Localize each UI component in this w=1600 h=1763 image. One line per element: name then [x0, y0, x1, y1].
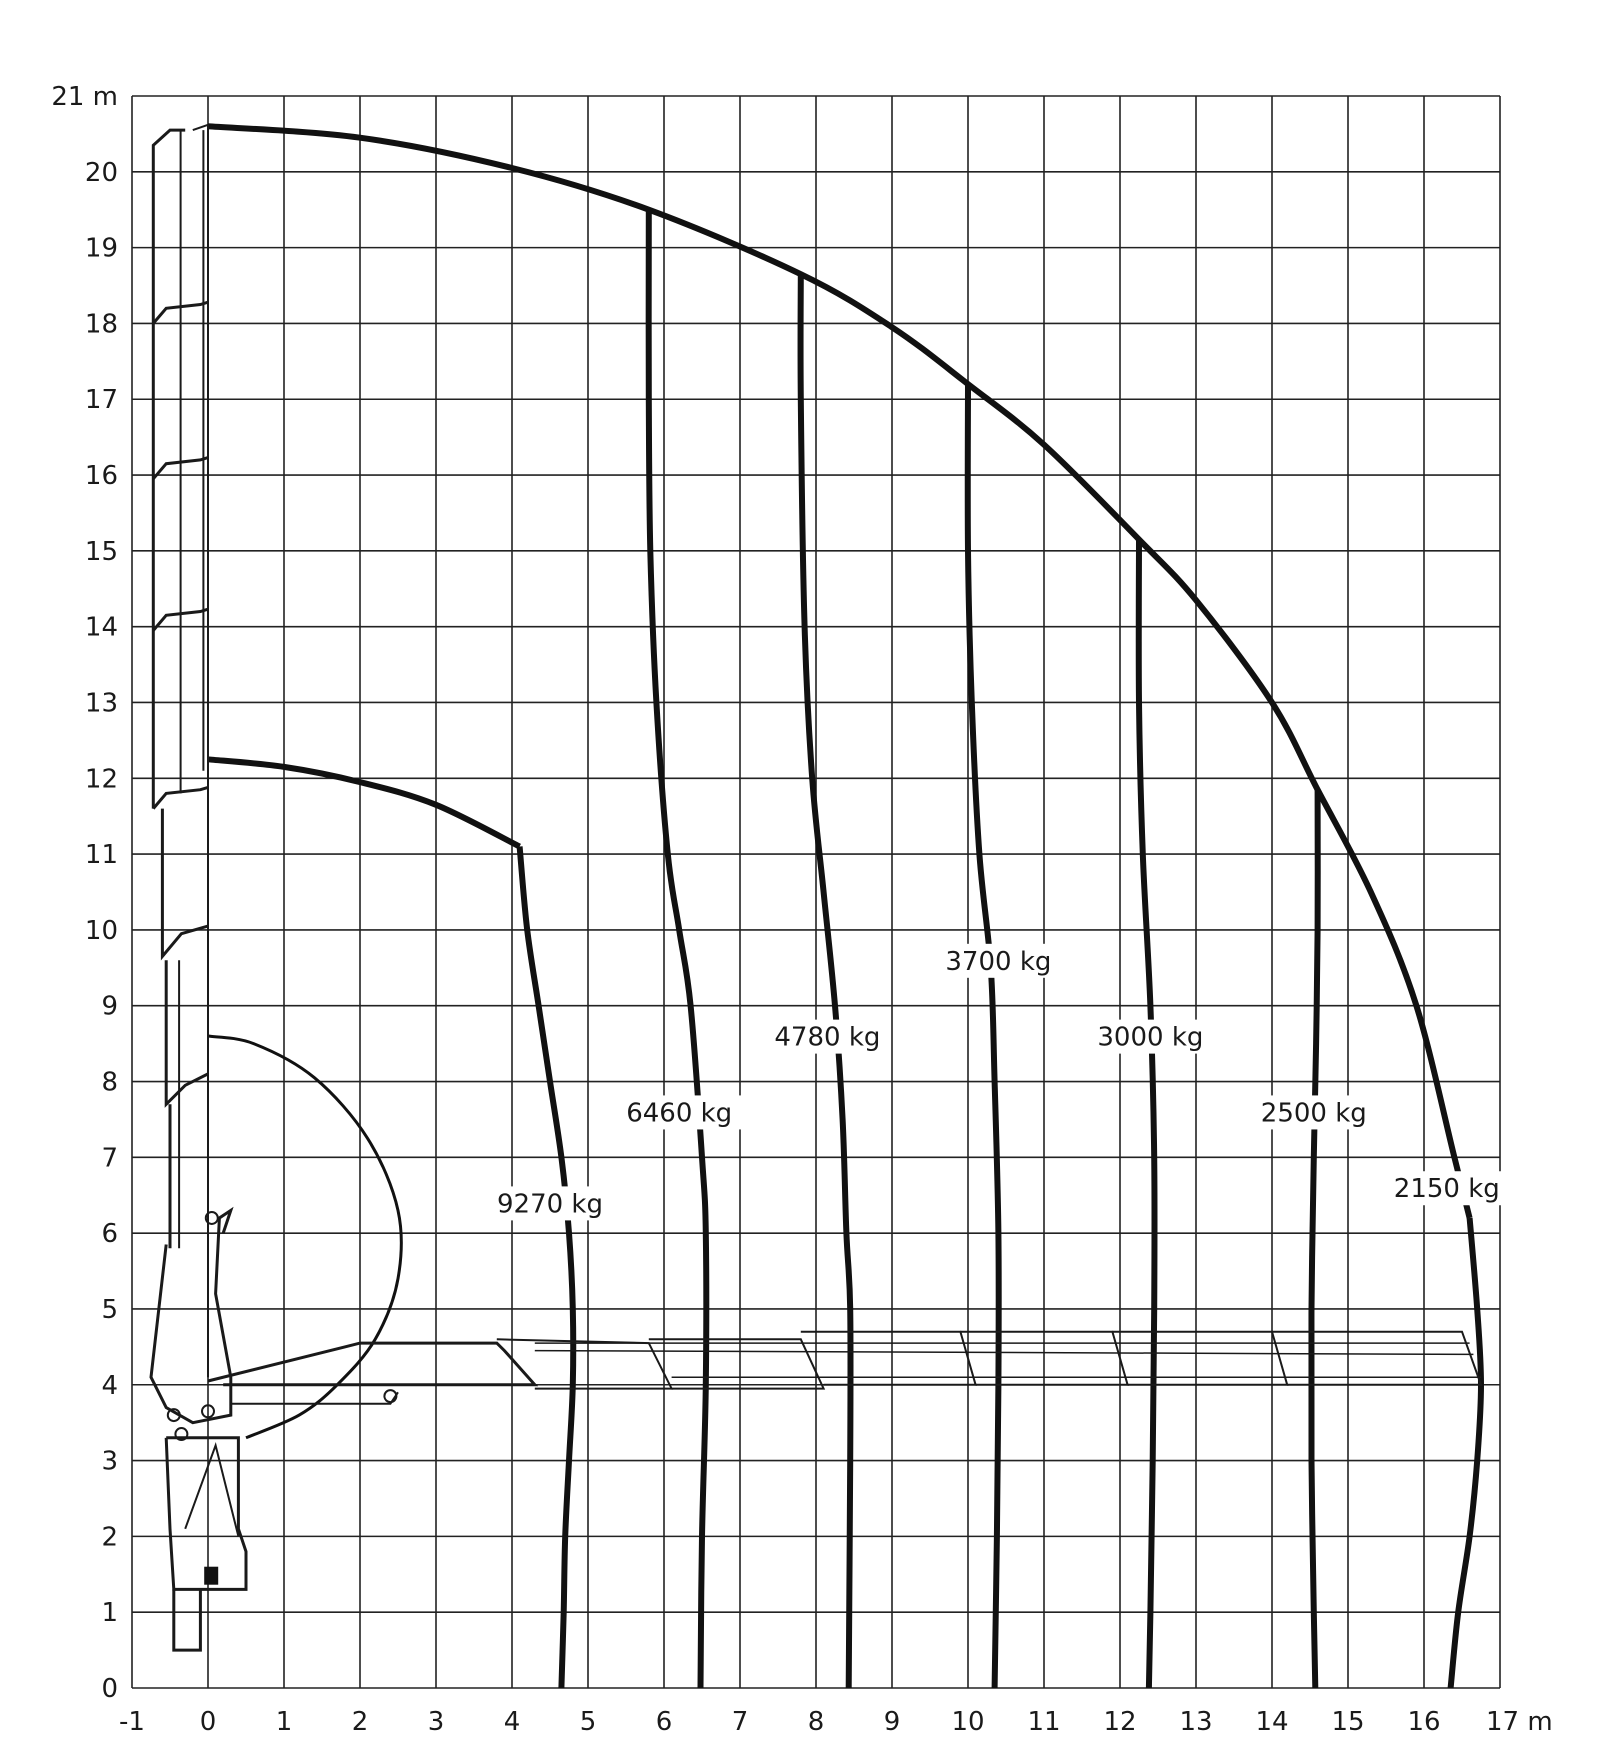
x-tick-label: 14 [1255, 1707, 1289, 1737]
y-tick-label: 0 [101, 1674, 118, 1704]
x-tick-label: 6 [655, 1707, 673, 1737]
x-tick-label: 10 [951, 1707, 985, 1737]
y-tick-label: 16 [84, 461, 118, 492]
y-tick-label: 7 [101, 1143, 118, 1174]
y-tick-label: 12 [84, 764, 118, 795]
x-tick-label: 5 [579, 1707, 597, 1737]
y-tick-label: 11 [84, 840, 118, 871]
x-tick-label: 8 [807, 1707, 825, 1737]
slew-arc [208, 1036, 401, 1438]
load-curve [649, 210, 707, 1688]
y-tick-label: 13 [84, 688, 118, 719]
load-label: 4780 kg [774, 1022, 881, 1053]
y-tick-label: 17 [84, 385, 118, 416]
y-tick-label: 14 [84, 612, 118, 643]
load-curve [520, 847, 574, 1689]
x-tick-label: 16 [1407, 1707, 1441, 1737]
boom-extension [649, 1339, 824, 1388]
inner-reach-arc [208, 759, 520, 846]
crane-column [151, 1210, 231, 1422]
load-curve [801, 274, 851, 1688]
x-tick-label: 0 [199, 1707, 217, 1737]
y-tick-label: 1 [101, 1598, 118, 1629]
x-tick-label: 15 [1331, 1707, 1365, 1737]
horizontal-boom [208, 1343, 535, 1385]
y-tick-label: 15 [84, 536, 118, 567]
x-tick-label: 3 [427, 1707, 445, 1737]
load-label: 2500 kg [1260, 1098, 1367, 1129]
load-label: 6460 kg [626, 1098, 733, 1129]
y-tick-label: 6 [101, 1219, 118, 1250]
load-label: 2150 kg [1393, 1174, 1500, 1205]
x-tick-label: -1 [119, 1707, 145, 1737]
boom-joint [153, 787, 208, 808]
load-curve [1451, 1218, 1481, 1688]
y-tick-label: 4 [101, 1370, 118, 1401]
y-tick-label: 19 [84, 233, 118, 264]
x-tick-label: 7 [731, 1707, 749, 1737]
load-label: 9270 kg [497, 1189, 603, 1220]
x-tick-label: 9 [883, 1707, 901, 1737]
y-tick-label: 18 [84, 309, 118, 340]
boom-top-line [535, 1351, 1474, 1355]
y-axis-ticks [51, 82, 118, 1704]
load-label: 3000 kg [1097, 1022, 1204, 1053]
boom-section [166, 960, 208, 1104]
y-tick-label: 5 [101, 1294, 118, 1325]
boom-section [162, 809, 208, 957]
load-label: 3700 kg [945, 946, 1052, 977]
grid [132, 96, 1500, 1688]
y-tick-label: 3 [101, 1446, 118, 1477]
y-tick-label: 21 m [51, 82, 118, 112]
y-tick-label: 2 [101, 1522, 118, 1553]
boom-section [193, 125, 208, 130]
x-tick-label: 11 [1027, 1707, 1061, 1737]
crane-ram [185, 1445, 238, 1536]
x-tick-label: 12 [1103, 1707, 1137, 1737]
load-curve [1311, 790, 1318, 1688]
load-curve [968, 384, 999, 1688]
load-curve [1139, 540, 1155, 1689]
crane-leg [174, 1589, 201, 1650]
y-tick-label: 8 [101, 1067, 118, 1098]
boom-extension [497, 1339, 672, 1388]
crane-block [204, 1567, 218, 1585]
x-tick-label: 13 [1179, 1707, 1213, 1737]
y-tick-label: 20 [84, 157, 118, 188]
y-tick-label: 9 [101, 991, 118, 1022]
x-tick-label: 17 m [1486, 1707, 1553, 1737]
boom-cylinder [231, 1392, 398, 1403]
x-tick-label: 2 [351, 1707, 369, 1737]
x-tick-label: 1 [275, 1707, 293, 1737]
x-axis-ticks [119, 1707, 1553, 1737]
x-tick-label: 4 [503, 1707, 521, 1737]
y-tick-label: 10 [84, 915, 118, 946]
